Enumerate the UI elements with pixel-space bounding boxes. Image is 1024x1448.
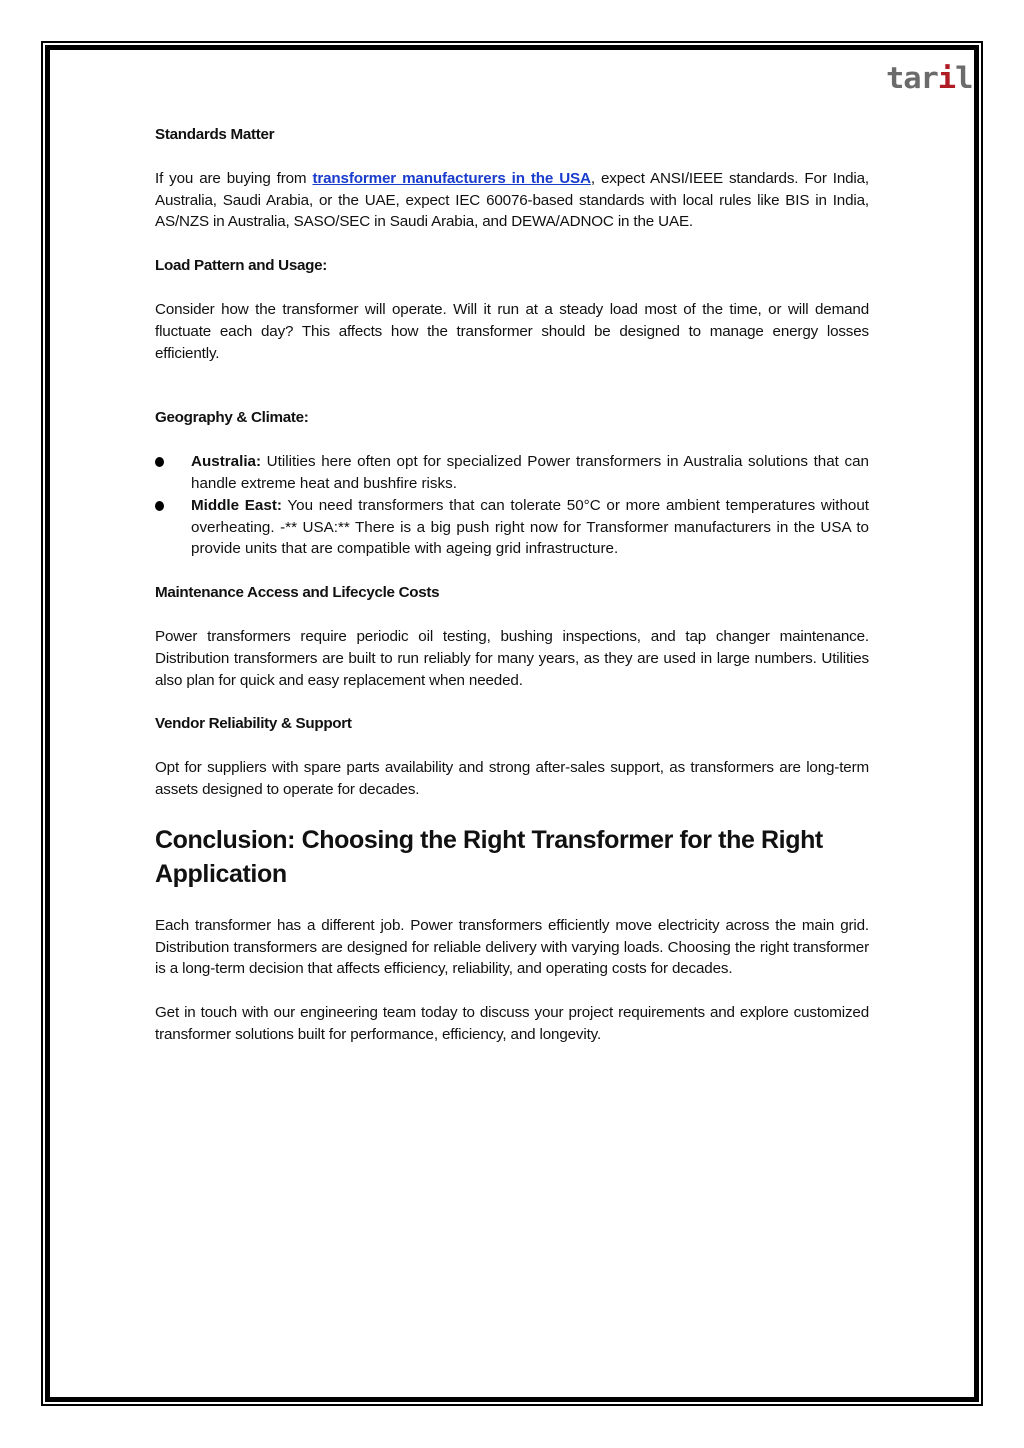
bullet-icon	[155, 501, 164, 511]
text: If you are buying from	[155, 169, 313, 187]
list-item-middle-east	[155, 495, 869, 560]
logo-text-end: l	[955, 61, 973, 95]
link-transformer-manufacturers-usa[interactable]: transformer manufacturers in the USA	[312, 169, 591, 187]
bullet-text: You need transformers that can tolerate 50°C or more ambient temperatures without overheating. -** USA:** There is a big push right now for Transformer manufacturers in the USA to provide units that are compatible with ageing grid infrastructure.	[191, 496, 869, 558]
logo-accent-letter: i	[937, 61, 956, 95]
heading-maintenance: Maintenance Access and Lifecycle Costs	[155, 584, 440, 602]
paragraph-load-pattern: Consider how the transformer will operate. Will it run at a steady load most of the time, or will demand fluctuate each day? This affects how the transformer should be designed to manage energy losses efficiently.	[155, 300, 869, 362]
heading-geography: Geography & Climate:	[155, 409, 309, 427]
logo-text: tar	[885, 61, 938, 95]
heading-vendor: Vendor Reliability & Support	[155, 715, 352, 733]
bullet-icon	[155, 457, 164, 467]
document-body	[155, 124, 869, 1046]
text: , expect ANSI/IEEE standards. For India, Australia, Saudi Arabia, or the UAE, expect IEC 60076-based standards with local rules like BIS in India, AS/NZS in Australia, SASO/SEC in Saudi Arabia, and DEWA/ADNOC in the UAE.	[155, 169, 870, 231]
bullet-label: Australia:	[191, 453, 262, 471]
heading-standards: Standards Matter	[155, 126, 275, 143]
heading-conclusion: Conclusion: Choosing the Right Transformer for the Right Application	[155, 825, 823, 888]
paragraph-maintenance: Power transformers require periodic oil testing, bushing inspections, and tap changer maintenance. Distribution transformers are built to run reliably for many years, as they are used in large numbers. Utilities also plan for quick and easy replacement when needed.	[155, 627, 869, 689]
heading-load-pattern: Load Pattern and Usage:	[155, 257, 328, 275]
paragraph-conclusion-2: Get in touch with our engineering team today to discuss your project requirements and explore customized transformer solutions built for performance, efficiency, and longevity.	[155, 1004, 869, 1043]
geography-list	[155, 451, 869, 560]
paragraph-vendor: Opt for suppliers with spare parts availability and strong after-sales support, as transformers are long-term assets designed to operate for decades.	[155, 759, 869, 798]
paragraph-standards	[155, 168, 869, 233]
bullet-label: Middle East:	[191, 496, 282, 514]
taril-logo	[885, 61, 973, 95]
bullet-text: Utilities here often opt for specialized Power transformers in Australia solutions that can handle extreme heat and bushfire risks.	[191, 453, 869, 492]
list-item-australia	[155, 451, 869, 495]
paragraph-conclusion-1: Each transformer has a different job. Power transformers efficiently move electricity across the main grid. Distribution transformers are designed for reliable delivery with varying loads. Choosing the right transformer is a long-term decision that affects efficiency, reliability, and operating costs for decades.	[155, 916, 869, 978]
